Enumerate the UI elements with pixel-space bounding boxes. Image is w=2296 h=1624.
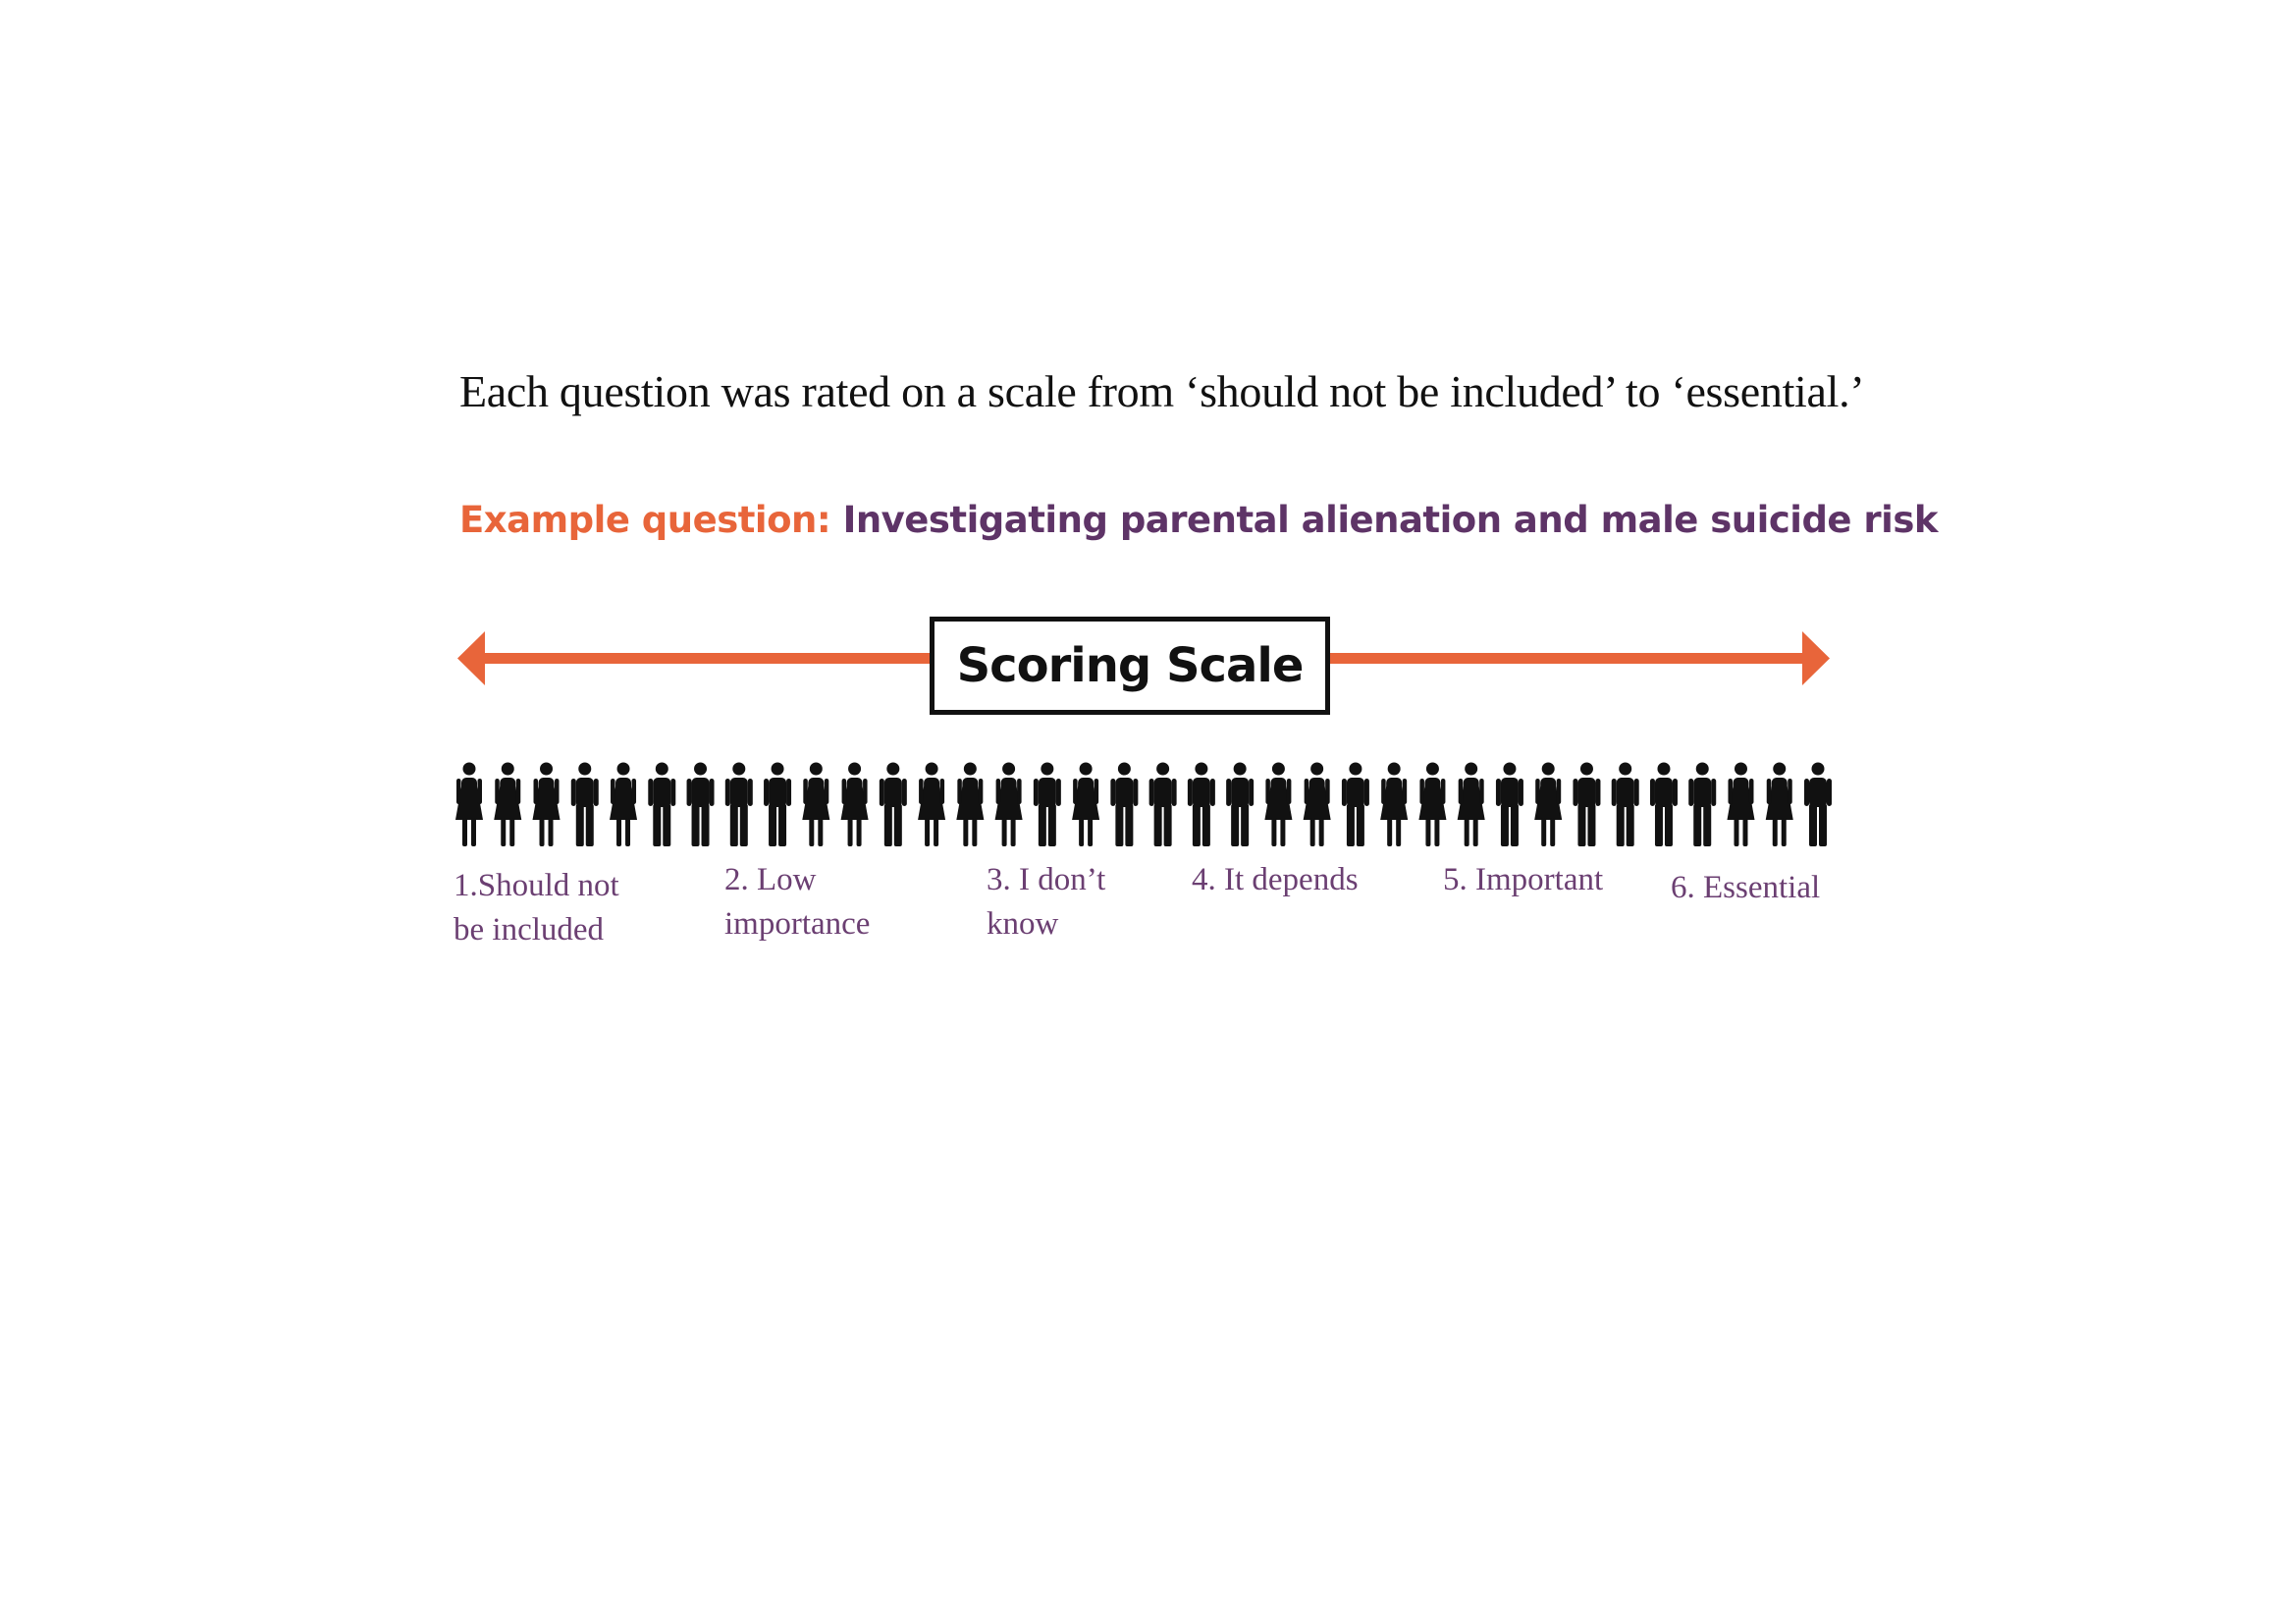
male-figure-icon [1804, 763, 1832, 847]
scale-option-5: 5. Important [1443, 862, 1604, 897]
example-text: Investigating parental alienation and male suicide risk [842, 499, 1938, 541]
male-figure-icon [648, 763, 675, 847]
female-figure-icon [956, 763, 984, 847]
male-figure-icon [1688, 763, 1716, 847]
scoring-scale-title: Scoring Scale [956, 638, 1304, 693]
female-figure-icon [533, 763, 561, 847]
female-figure-icon [918, 763, 945, 847]
male-figure-icon [880, 763, 907, 847]
intro-text: Each question was rated on a scale from ‘should not be included’ to ‘essential.’ [459, 366, 1865, 416]
female-figure-icon [841, 763, 869, 847]
female-figure-icon [1264, 763, 1292, 847]
male-figure-icon [725, 763, 753, 847]
male-figure-icon [764, 763, 791, 847]
scale-option-3: 3. I don’t know [987, 862, 1106, 942]
scale-arrow-right-head [1802, 631, 1830, 685]
scoring-scale-box [930, 617, 1330, 715]
female-figure-icon [455, 763, 483, 847]
female-figure-icon [1072, 763, 1099, 847]
example-question [459, 499, 1938, 541]
male-figure-icon [1573, 763, 1600, 847]
male-figure-icon [1110, 763, 1138, 847]
female-figure-icon [1458, 763, 1485, 847]
male-figure-icon [1034, 763, 1061, 847]
example-label: Example question: [459, 499, 831, 541]
scale-option-6: 6. Essential [1671, 870, 1821, 905]
male-figure-icon [571, 763, 599, 847]
female-figure-icon [802, 763, 829, 847]
male-figure-icon [1342, 763, 1369, 847]
male-figure-icon [1496, 763, 1523, 847]
male-figure-icon [1188, 763, 1215, 847]
male-figure-icon [1612, 763, 1639, 847]
female-figure-icon [610, 763, 637, 847]
female-figure-icon [995, 763, 1023, 847]
male-figure-icon [1650, 763, 1678, 847]
male-figure-icon [1149, 763, 1177, 847]
female-figure-icon [1766, 763, 1793, 847]
female-figure-icon [494, 763, 521, 847]
female-figure-icon [1418, 763, 1446, 847]
male-figure-icon [687, 763, 715, 847]
female-figure-icon [1534, 763, 1562, 847]
male-figure-icon [1226, 763, 1254, 847]
people-row [452, 761, 1836, 849]
scale-option-1: 1.Should not be included [454, 868, 619, 947]
scale-option-4: 4. It depends [1192, 862, 1359, 897]
scale-option-2: 2. Low importance [724, 862, 871, 942]
female-figure-icon [1727, 763, 1754, 847]
female-figure-icon [1380, 763, 1408, 847]
scale-arrow-left-head [457, 631, 485, 685]
female-figure-icon [1304, 763, 1331, 847]
